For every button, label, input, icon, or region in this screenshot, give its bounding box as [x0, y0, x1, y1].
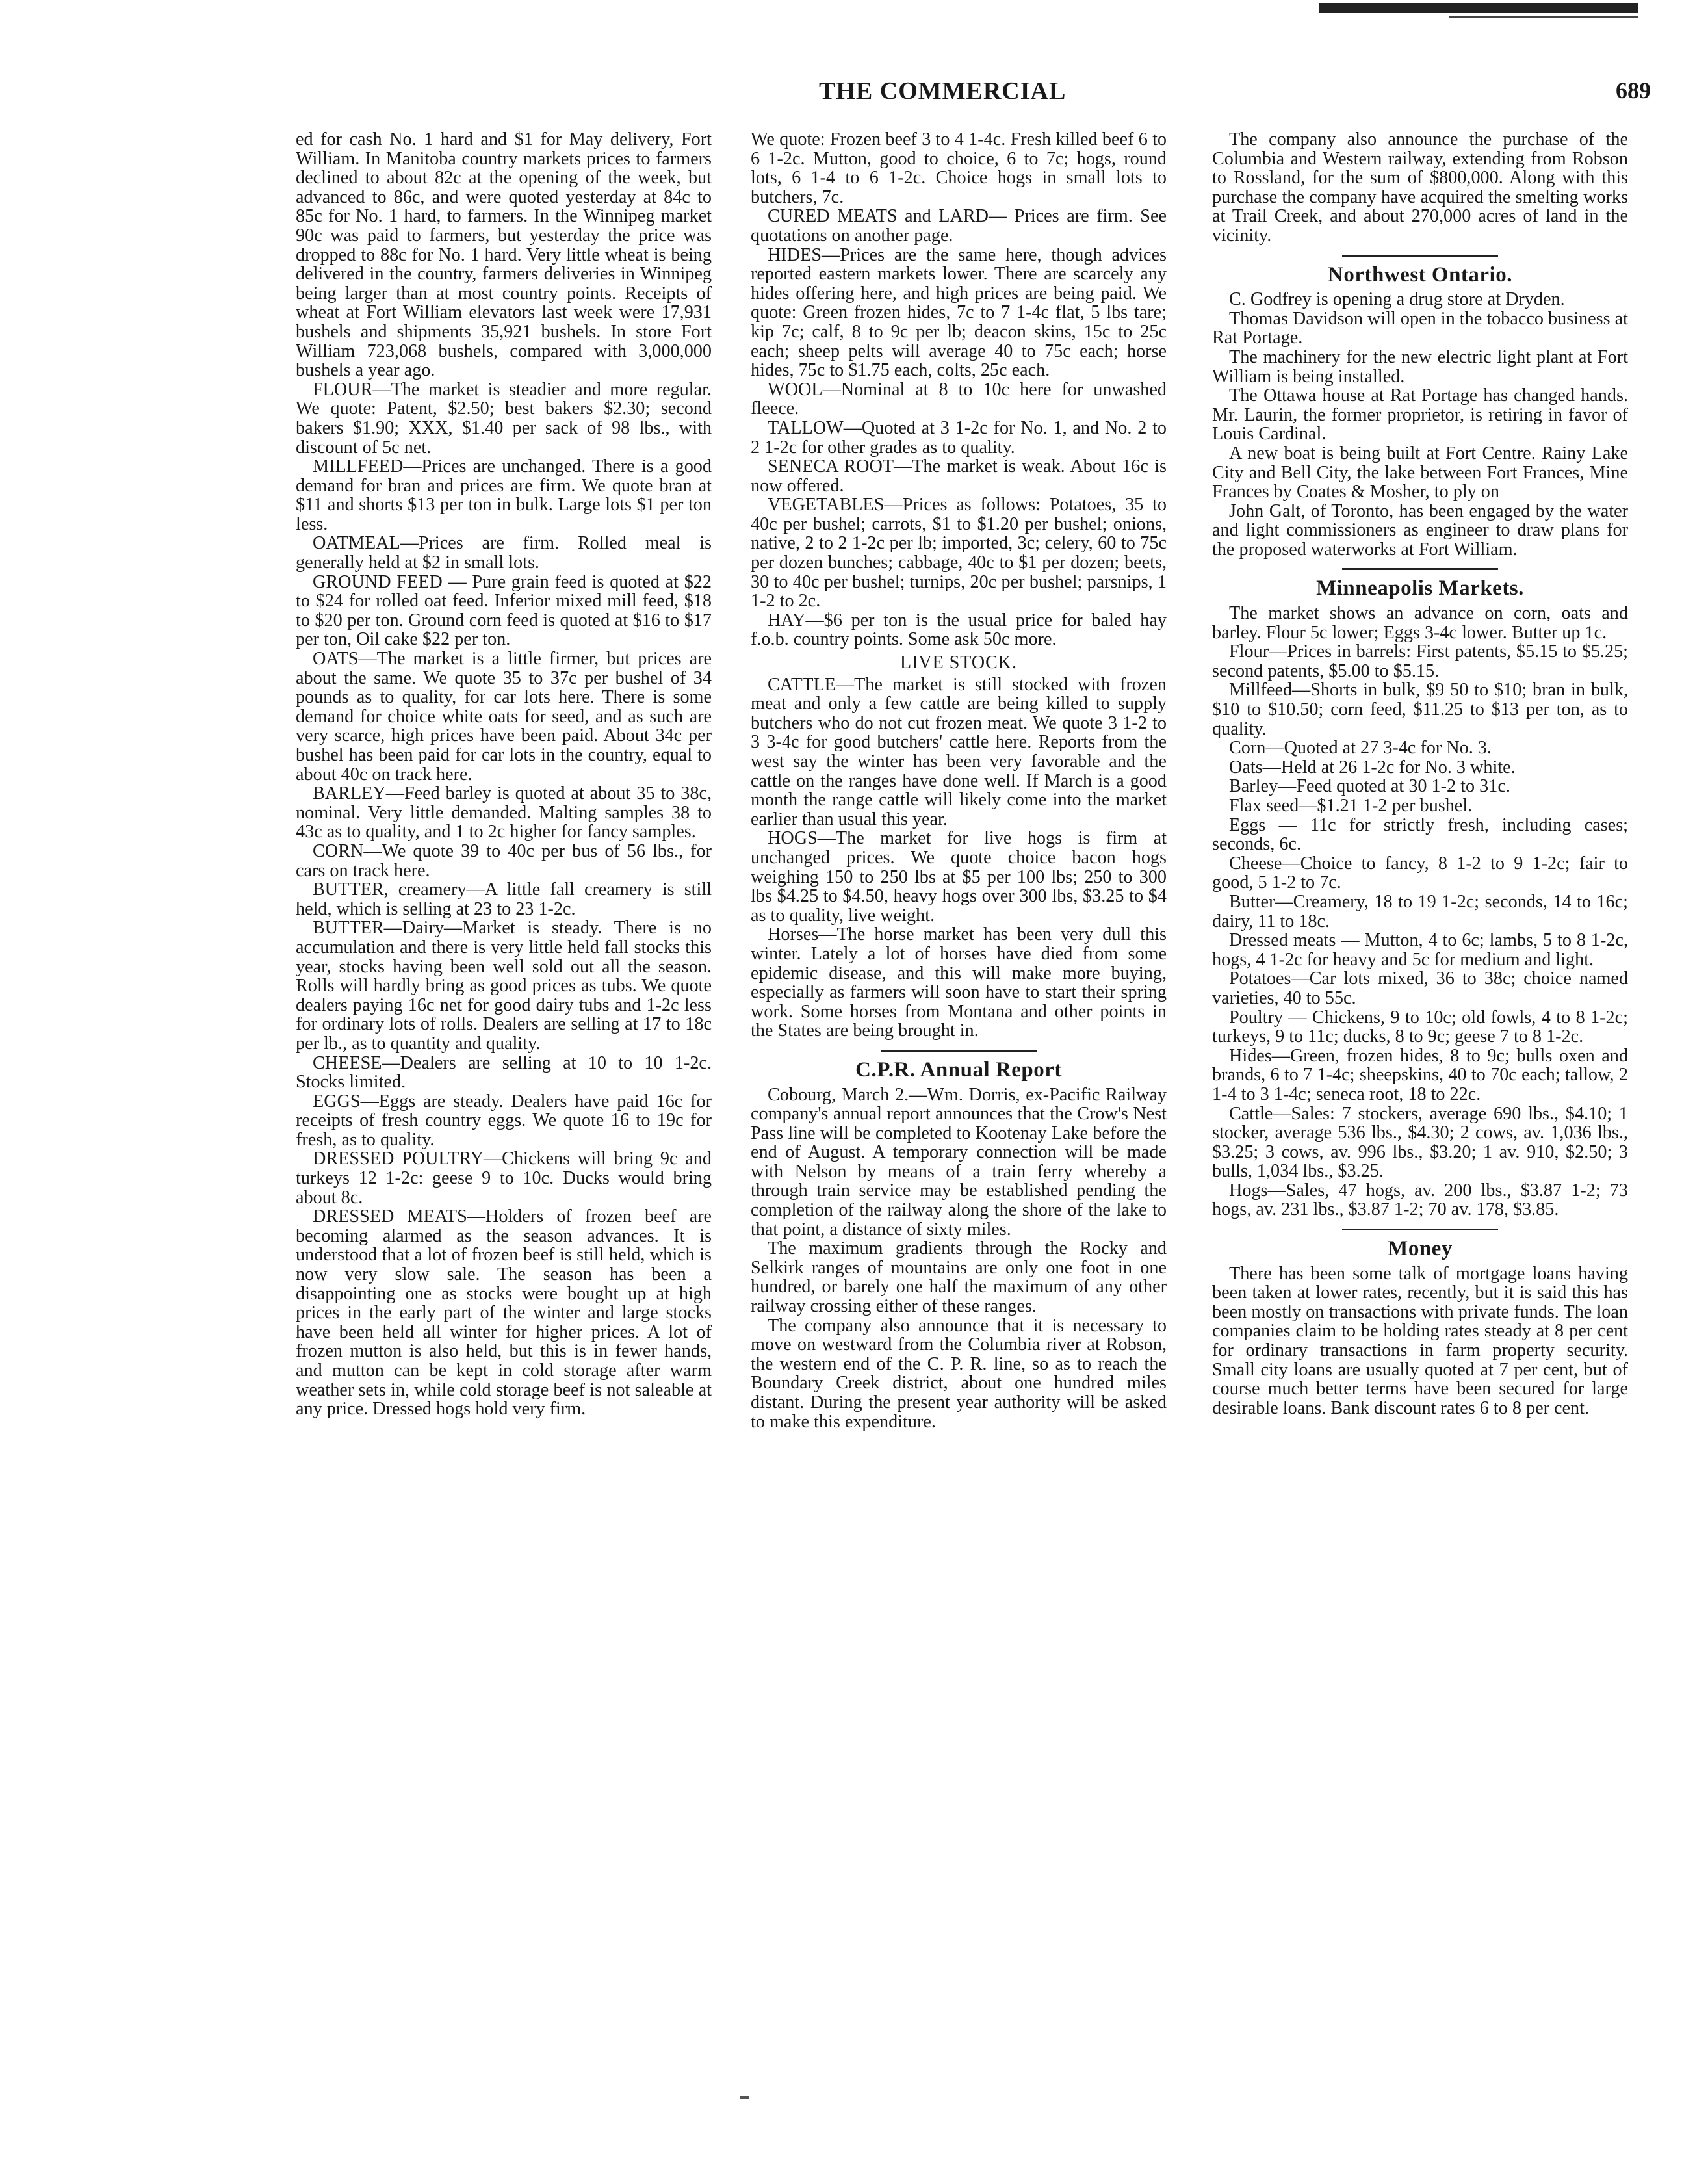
- section-heading-minneapolis-markets: Minneapolis Markets.: [1316, 577, 1524, 601]
- column-3: [1212, 130, 1628, 1418]
- paragraph: The company also announce the purchase of the Columbia and Western railway, extending from Robson to Rossland, for the sum of $800,000. Along with this purchase the company have acquired the smelting works at Trail Creek, and about 270,000 acres of land in the vicinity.: [1212, 129, 1628, 246]
- section-divider: [881, 1050, 1037, 1052]
- paragraph: Potatoes—Car lots mixed, 36 to 38c; choice named varieties, 40 to 55c.: [1212, 968, 1628, 1008]
- paragraph: Millfeed—Shorts in bulk, $9 50 to $10; bran in bulk, $10 to $10.50; corn feed, $11.25 to $13 per ton, as to quality.: [1212, 680, 1628, 739]
- page-number: 689: [1616, 77, 1651, 103]
- paragraph: Flax seed—$1.21 1-2 per bushel.: [1229, 796, 1473, 816]
- paragraph: A new boat is being built at Fort Centre. Rainy Lake City and Bell City, the lake between Fort Frances, Mine Frances by Coates & Mosher, to ply on: [1212, 443, 1628, 502]
- paragraph: The maximum gradients through the Rocky and Selkirk ranges of mountains are only one foot in one hundred, or barely one half the maximum of any other railway crossing either of these ranges.: [751, 1238, 1167, 1317]
- paragraph: Flour—Prices in barrels: First patents, $5.15 to $5.25; second patents, $5.00 to $5.15.: [1212, 642, 1628, 681]
- paragraph: HIDES—Prices are the same here, though advices reported eastern markets lower. There are scarcely any hides offering here, and high prices are being paid. We quote: Green frozen hides, 7c to 7 1-4c flat, 5 lbs tare; kip 7c; calf, 8 to 9c per lb; deacon skins, 15c to 25c each; sheep pelts will average 40 to 75c each; horse hides, 75c to $1.75 each, colts, 25c each.: [751, 244, 1167, 381]
- publication-title: THE COMMERCIAL: [819, 77, 1067, 105]
- paragraph: Barley—Feed quoted at 30 1-2 to 31c.: [1229, 776, 1510, 797]
- paragraph: The market shows an advance on corn, oats and barley. Flour 5c lower; Eggs 3-4c lower. Butter up 1c.: [1212, 603, 1628, 643]
- paragraph: Corn—Quoted at 27 3-4c for No. 3.: [1229, 738, 1492, 759]
- paragraph: Hides—Green, frozen hides, 8 to 9c; bulls oxen and brands, 6 to 7 1-4c; sheepskins, 40 to 70c each; tallow, 2 1-4 to 3 1-4c; seneca root, 18 to 22c.: [1212, 1045, 1628, 1104]
- paragraph: MILLFEED—Prices are unchanged. There is a good demand for bran and prices are firm. We quote bran at $11 and shorts $13 per ton in bulk. Large lots $1 per ton less.: [296, 456, 712, 534]
- paragraph: CURED MEATS and LARD— Prices are firm. See quotations on another page.: [751, 206, 1167, 246]
- paragraph: There has been some talk of mortgage loans having been taken at lower rates, recently, but it is said this has been mostly on transactions with private funds. The loan companies claim to be holding rates steady at 8 per cent for ordinary transactions in farm property security. Small city loans are usually quoted at 7 per cent, but of course much better terms have been secured for large desirable loans. Bank discount rates 6 to 8 per cent.: [1212, 1263, 1628, 1418]
- paragraph: OATMEAL—Prices are firm. Rolled meal is generally held at $2 in small lots.: [296, 533, 712, 573]
- paragraph: OATS—The market is a little firmer, but prices are about the same. We quote 35 to 37c per bushel of 34 pounds as to quality, for car lots here. There is some demand for choice white oats for seed, and as such are very scarce, high prices have been paid. About 34c per bushel has been paid for car lots in the country, equal to about 40c on track here.: [296, 649, 712, 785]
- print-mark: [740, 2096, 749, 2099]
- page-header: [299, 77, 1651, 116]
- paragraph: The machinery for the new electric light plant at Fort William is being installed.: [1212, 346, 1628, 387]
- paragraph: Horses—The horse market has been very dull this winter. Lately a lot of horses have died from some epidemic disease, and this will make more buying, especially as farmers will soon have to start their spring work. Some horses from Montana and other points in the States are being brought in.: [751, 924, 1167, 1041]
- top-edge-rule: [1319, 3, 1638, 13]
- paragraph: John Galt, of Toronto, has been engaged by the water and light commissioners as engineer to draw plans for the proposed waterworks at Fort William.: [1212, 500, 1628, 560]
- paragraph: CORN—We quote 39 to 40c per bus of 56 lbs., for cars on track here.: [296, 840, 712, 881]
- paragraph: SENECA ROOT—The market is weak. About 16c is now offered.: [751, 456, 1167, 496]
- paragraph: Eggs — 11c for strictly fresh, including cases; seconds, 6c.: [1212, 814, 1628, 855]
- section-heading-live-stock: LIVE STOCK.: [899, 653, 1018, 673]
- paragraph: FLOUR—The market is steadier and more regular. We quote: Patent, $2.50; best bakers $2.30; second bakers $1.90; XXX, $1.40 per sack of 98 lbs., with discount of 5c net.: [296, 379, 712, 458]
- paragraph: Oats—Held at 26 1-2c for No. 3 white.: [1229, 757, 1516, 777]
- paragraph: DRESSED POULTRY—Chickens will bring 9c and turkeys 12 1-2c: geese 9 to 10c. Ducks would bring about 8c.: [296, 1149, 712, 1208]
- paragraph: Poultry — Chickens, 9 to 10c; old fowls, 4 to 8 1-2c; turkeys, 9 to 11c; ducks, 8 to 9c; geese 7 to 8 1-2c.: [1212, 1007, 1628, 1047]
- paragraph: Cheese—Choice to fancy, 8 1-2 to 9 1-2c; fair to good, 5 1-2 to 7c.: [1212, 853, 1628, 893]
- paragraph: CHEESE—Dealers are selling at 10 to 10 1-2c. Stocks limited.: [296, 1052, 712, 1093]
- paragraph: Butter—Creamery, 18 to 19 1-2c; seconds, 14 to 16c; dairy, 11 to 18c.: [1212, 891, 1628, 931]
- column-2: [751, 130, 1167, 1431]
- paragraph: CATTLE—The market is still stocked with frozen meat and only a few cattle are being killed to supply butchers who do not cut frozen meat. We quote 3 1-2 to 3 3-4c for good butchers' cattle here. Reports from the west say the winter has been very favorable and the cattle on the ranges have done well. If March is a good month the range cattle will likely come into the market earlier than usual this year.: [751, 674, 1167, 829]
- paragraph: HAY—$6 per ton is the usual price for baled hay f.o.b. country points. Some ask 50c more.: [751, 610, 1167, 650]
- paragraph: BARLEY—Feed barley is quoted at about 35 to 38c, nominal. Very little demanded. Malting samples 38 to 43c as to quality, and 1 to 2c higher for fancy samples.: [296, 783, 712, 842]
- section-divider: [1342, 568, 1498, 570]
- paragraph: Hogs—Sales, 47 hogs, av. 200 lbs., $3.87 1-2; 73 hogs, av. 231 lbs., $3.87 1-2; 70 av. 178, $3.85.: [1212, 1180, 1628, 1220]
- paragraph: WOOL—Nominal at 8 to 10c here for unwashed fleece.: [751, 379, 1167, 419]
- paragraph: The Ottawa house at Rat Portage has changed hands. Mr. Laurin, the former proprietor, is retiring in favor of Louis Cardinal.: [1212, 385, 1628, 445]
- paragraph: GROUND FEED — Pure grain feed is quoted at $22 to $24 for rolled oat feed. Inferior mixed mill feed, $18 to $20 per ton. Ground corn feed is quoted at $16 to $17 per ton, Oil cake $22 per ton.: [296, 571, 712, 650]
- section-divider: [1342, 1228, 1498, 1230]
- paragraph: DRESSED MEATS—Holders of frozen beef are becoming alarmed as the season advances. It is understood that a lot of frozen beef is still held, which is now very slow sale. The season has been a disappointing one as stocks were bought up at high prices in the early part of the winter and large stocks have been held all winter for higher prices. A lot of frozen mutton is also held, but this is in fewer hands, and mutton can be kept in cold storage after warm weather sets in, while cold storage beef is not saleable at any price. Dressed hogs hold very firm.: [296, 1206, 712, 1420]
- section-heading-northwest-ontario: Northwest Ontario.: [1328, 263, 1512, 287]
- paragraph: Thomas Davidson will open in the tobacco business at Rat Portage.: [1212, 308, 1628, 348]
- paragraph: We quote: Frozen beef 3 to 4 1-4c. Fresh killed beef 6 to 6 1-2c. Mutton, good to choice, 6 to 7c; hogs, round lots, 6 1-4 to 6 1-2c. Choice hogs in small lots to butchers, 7c.: [751, 129, 1167, 207]
- paragraph: VEGETABLES—Prices as follows: Potatoes, 35 to 40c per bushel; carrots, $1 to $1.20 per bushel; onions, native, 2 to 2 1-2c per lb; imported, 3c; celery, 60 to 75c per dozen bunches; cabbage, 40c to $1 per dozen; beets, 30 to 40c per bushel; turnips, 20c per bushel; parsnips, 1 1-2 to 2c.: [751, 495, 1167, 612]
- section-heading-cpr: C.P.R. Annual Report: [855, 1058, 1062, 1082]
- paragraph: Cobourg, March 2.—Wm. Dorris, ex-Pacific Railway company's annual report announces that the Crow's Nest Pass line will be completed to Kootenay Lake before the end of August. A temporary connection will be made with Nelson by means of a train ferry whereby a through train service may be established pending the completion of the railway along the shore of the lake to that point, a distance of sixty miles.: [751, 1084, 1167, 1240]
- paragraph: EGGS—Eggs are steady. Dealers have paid 16c for receipts of fresh country eggs. We quote 16 to 19c for fresh, as to quality.: [296, 1091, 712, 1150]
- column-1: [296, 130, 712, 1419]
- paragraph: C. Godfrey is opening a drug store at Dryden.: [1229, 289, 1565, 310]
- section-heading-money: Money: [1388, 1237, 1453, 1261]
- paragraph: BUTTER—Dairy—Market is steady. There is no accumulation and there is very little held fall stocks this year, stocks having been well sold out all the season. Rolls will hardly bring as good prices as tubs. We quote dealers paying 16c net for good dairy tubs and 1-2c less for ordinary lots of rolls. Dealers are selling at 17 to 18c per lb., as to quantity and quality.: [296, 918, 712, 1054]
- paragraph: ed for cash No. 1 hard and $1 for May delivery, Fort William. In Manitoba country markets prices to farmers declined to about 82c at the opening of the week, but advanced to 86c, and were quoted yesterday at 84c to 85c for No. 1 hard, to farmers. In the Winnipeg market 90c was paid to farmers, but yesterday the price was dropped to 88c for No. 1 hard. Very little wheat is being delivered in the country, farmers deliveries in Winnipeg being larger than at most country points. Receipts of wheat at Fort William elevators last week were 17,931 bushels and shipments 35,921 bushels. In store Fort William 723,068 bushels, compared with 3,000,000 bushels a year ago.: [296, 129, 712, 381]
- section-divider: [1342, 255, 1498, 257]
- paragraph: TALLOW—Quoted at 3 1-2c for No. 1, and No. 2 to 2 1-2c for other grades as to quality.: [751, 417, 1167, 458]
- paragraph: BUTTER, creamery—A little fall creamery is still held, which is selling at 23 to 23 1-2c.: [296, 879, 712, 919]
- top-edge-rule-thin: [1449, 16, 1638, 18]
- paragraph: HOGS—The market for live hogs is firm at unchanged prices. We quote choice bacon hogs weighing 150 to 250 lbs at $5 per 100 lbs; 250 to 300 lbs $4.25 to $4.50, heavy hogs over 300 lbs, $3.25 to $4 as to quality, live weight.: [751, 828, 1167, 926]
- paragraph: The company also announce that it is necessary to move on westward from the Columbia river at Robson, the western end of the C. P. R. line, so as to reach the Boundary Creek district, about one hundred miles distant. During the present year authority will be asked to make this expenditure.: [751, 1315, 1167, 1432]
- paragraph: Cattle—Sales: 7 stockers, average 690 lbs., $4.10; 1 stocker, average 536 lbs., $4.30; 2 cows, av. 1,036 lbs., $3.25; 3 cows, av. 996 lbs., $3.20; 1 av. 910, $2.50; 3 bulls, 1,034 lbs., $3.25.: [1212, 1103, 1628, 1182]
- paragraph: Dressed meats — Mutton, 4 to 6c; lambs, 5 to 8 1-2c, hogs, 4 1-2c for heavy and 5c for medium and light.: [1212, 930, 1628, 970]
